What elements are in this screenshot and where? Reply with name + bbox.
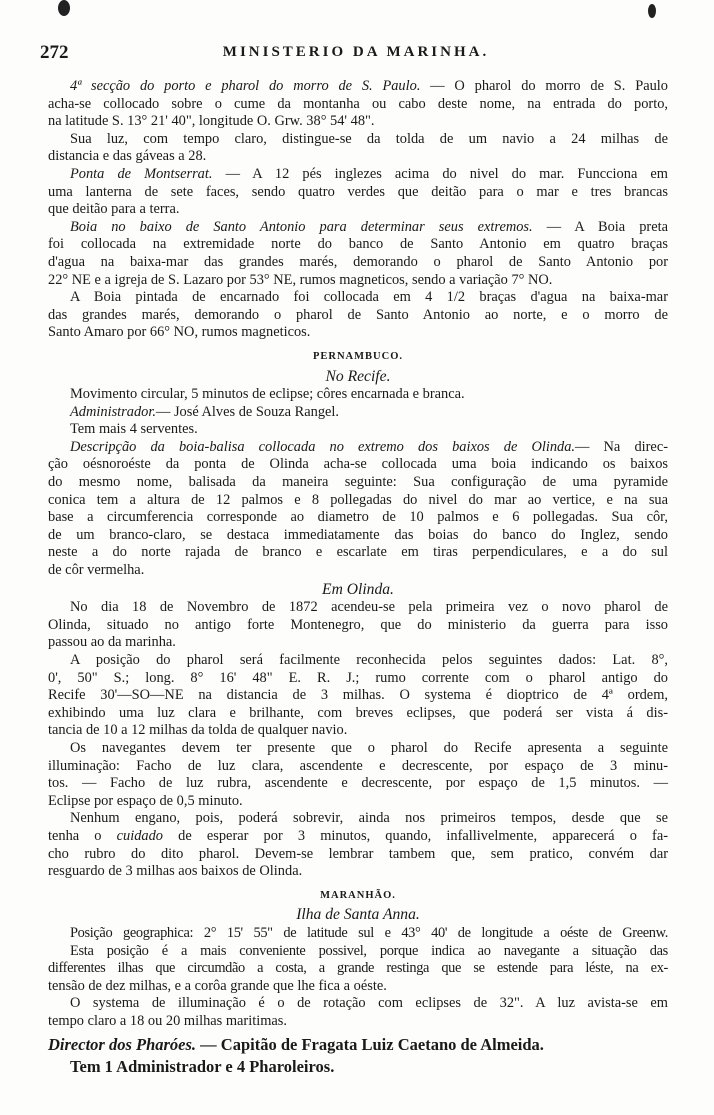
text-line: Santo Amaro por 66° NO, rumos magneticos. [48,324,311,341]
emphasis-cuidado: cuidado [116,827,164,844]
text-line: No dia 18 de Novembro de 1872 acendeu-se pela primeira vez o novo pharol de [70,599,668,616]
text-line [48,219,668,237]
text-line: conica tem a altura de 12 palmos e 8 pollegadas do nivel do mar ao vertice, e na sua [48,491,668,508]
text-line: na latitude S. 13° 21' 40", longitude O. Grw. 38° 54' 48". [48,113,375,130]
text-line: Olinda, situado no antigo forte Montenegro, que do ministerio da guerra para isso [48,616,668,633]
page-number: 272 [40,42,69,63]
text-line: Sua luz, com tempo claro, distingue-se da tolda de um navio a 24 milhas de [70,130,668,147]
text-line: Movimento circular, 5 minutos de eclipse; côres encarnada e branca. [70,386,465,403]
text-line: do mesmo nome, balisada da maneira seguinte: Sua configuração de uma pyramide [48,474,668,491]
page-body [48,78,668,1078]
text-line: base a circumferencia corresponde ao diametro de 10 palmos e 6 pollegadas. Sua côr, [48,509,668,526]
text-line: Eclipse por espaço de 0,5 minuto. [48,792,243,809]
ink-blot-top-right [648,4,656,18]
ink-blot-top-left [58,0,70,16]
text-line: Recife 30'—SO—NE na distancia de 3 milhas. O systema é dioptrico de 4ª ordem, [48,687,668,704]
text-span: de esperar por 3 minutos, quando, infallivelmente, apparecerá o fa- [163,827,668,844]
text-span: — Capitão de Fragata Luiz Caetano de Almeida. [200,1035,544,1055]
text-span: — Na direc- [575,438,668,455]
text-span: tenha o [48,827,117,844]
text-line [48,1034,668,1056]
text-line: Tem mais 4 serventes. [70,421,198,438]
text-line: A Boia pintada de encarnado foi collocada em 4 1/2 braças d'agua na baixa-mar [70,289,668,306]
running-title: MINISTERIO DA MARINHA. [222,44,490,60]
montserrat-label: Ponta de Montserrat. [70,165,213,182]
text-line: O systema de illuminação é o de rotação com eclipses de 32". A luz avista-se em [70,995,668,1012]
subtitle-olinda: Em Olinda. [322,580,394,598]
text-line: das grandes marés, demorando o pharol de Santo Antonio ao norte, e o morro de [48,306,668,323]
text-line: neste a do norte rajada de branco e escarlate em tiras perpendiculares, e a do sul [48,544,668,561]
text-line: Esta posição é a mais conveniente possivel, porque indica ao navegante a situação das [70,942,668,959]
text-line: resguardo de 3 milhas aos baixos de Olinda. [48,863,303,880]
text-line: ção oésnoroéste da ponta de Olinda acha-se collocada uma boia indicando os baixos [48,456,668,473]
subtitle-recife: No Recife. [325,367,391,385]
text-line: Nenhum engano, pois, poderá sobrevir, ainda nos primeiros tempos, desde que se [70,810,668,827]
text-line: de côr vermelha. [48,562,145,579]
text-line: distancia e das gáveas a 28. [48,148,207,165]
text-line [48,78,668,96]
text-line [48,166,668,184]
text-line [48,439,668,457]
text-line: cho rubro do dito pharol. Devem-se lembrar tambem que, sem pratico, convém dar [48,845,668,862]
text-line: de um branco-claro, se destaca immediatamente das boias do banco do Inglez, sendo [48,526,668,543]
section-title-maranhao: MARANHÃO. [320,889,396,901]
text-line: d'agua na baixa-mar das grandes marés, demorando o pharol de Santo Antonio por [48,253,668,270]
text-line [48,404,668,422]
text-line: Posição geographica: 2° 15' 55" de latitude sul e 43° 40' de longitude a oéste de Greenw. [70,924,668,941]
text-line: differentes ilhas que circumdão a costa, a grande restinga que se estende para léste, na ex- [48,960,668,977]
administrator-label: Administrador. [70,403,156,420]
text-line: illuminação: Facho de luz clara, ascendente e decrescente, por espaço de 3 minu- [48,757,668,774]
text-line: que deitão para a terra. [48,201,180,218]
text-line [48,828,668,846]
text-line: tancia de 10 a 12 milhas da tolda de qualquer navio. [48,722,348,739]
text-line: passou ao da marinha. [48,634,176,651]
boia-label: Boia no baixo de Santo Antonio para determinar seus extremos. [70,218,533,235]
text-span: — A Boia preta [546,218,668,235]
text-line: tempo claro a 18 ou 20 milhas maritimas. [48,1012,287,1029]
text-line: A posição do pharol será facilmente reconhecida pelos seguintes dados: Lat. 8°, [70,652,668,668]
text-line: exhibindo uma luz clara e brilhante, com breves eclipses, que poderá ser vista á dis- [48,704,668,721]
text-line: foi collocada na extremidade norte do banco de Santo Antonio em quatro braças [48,236,668,253]
section-heading-sao-paulo: 4ª secção do porto e pharol do morro de S. Paulo. [70,78,421,94]
text-line: Os navegantes devem ter presente que o pharol do Recife apresenta a seguinte [70,739,668,756]
subtitle-santa-anna: Ilha de Santa Anna. [296,906,420,924]
text-line: tos. — Facho de luz rubra, ascendente e decrescente, por espaço de 1,5 minutos. — [48,775,668,792]
description-label: Descripção da boia-balisa collocada no extremo dos baixos de Olinda. [70,438,576,455]
text-line: uma lanterna de sete faces, sendo quatro verdes que deitão para o mar e tres brancas [48,183,668,200]
text-line: 22° NE e a igreja de S. Lazaro por 53° NE, rumos magneticos, sendo a variação 7° NO. [48,271,553,288]
text-line: acha-se collocado sobre o cume da montanha ou cabo deste nome, na entrada do porto, [48,95,668,112]
text-line: Tem 1 Administrador e 4 Pharoleiros. [70,1057,335,1077]
text-line: 0', 50" S.; long. 8° 16' 48" E. R. J.; rumo corrente com o pharol antigo do [48,669,668,686]
director-label: Director dos Pharóes. [48,1035,197,1055]
text-span: — A 12 pés inglezes acima do nivel do mar. Funcciona em [225,165,668,182]
page-header [40,42,672,64]
text-line: tensão de dez milhas, e a corôa grande que lhe fica a oéste. [48,977,387,994]
section-title-pernambuco: PERNAMBUCO. [312,350,404,362]
text-span: — O pharol do morro de S. Paulo [430,78,668,94]
text-span: — José Alves de Souza Rangel. [155,403,340,420]
